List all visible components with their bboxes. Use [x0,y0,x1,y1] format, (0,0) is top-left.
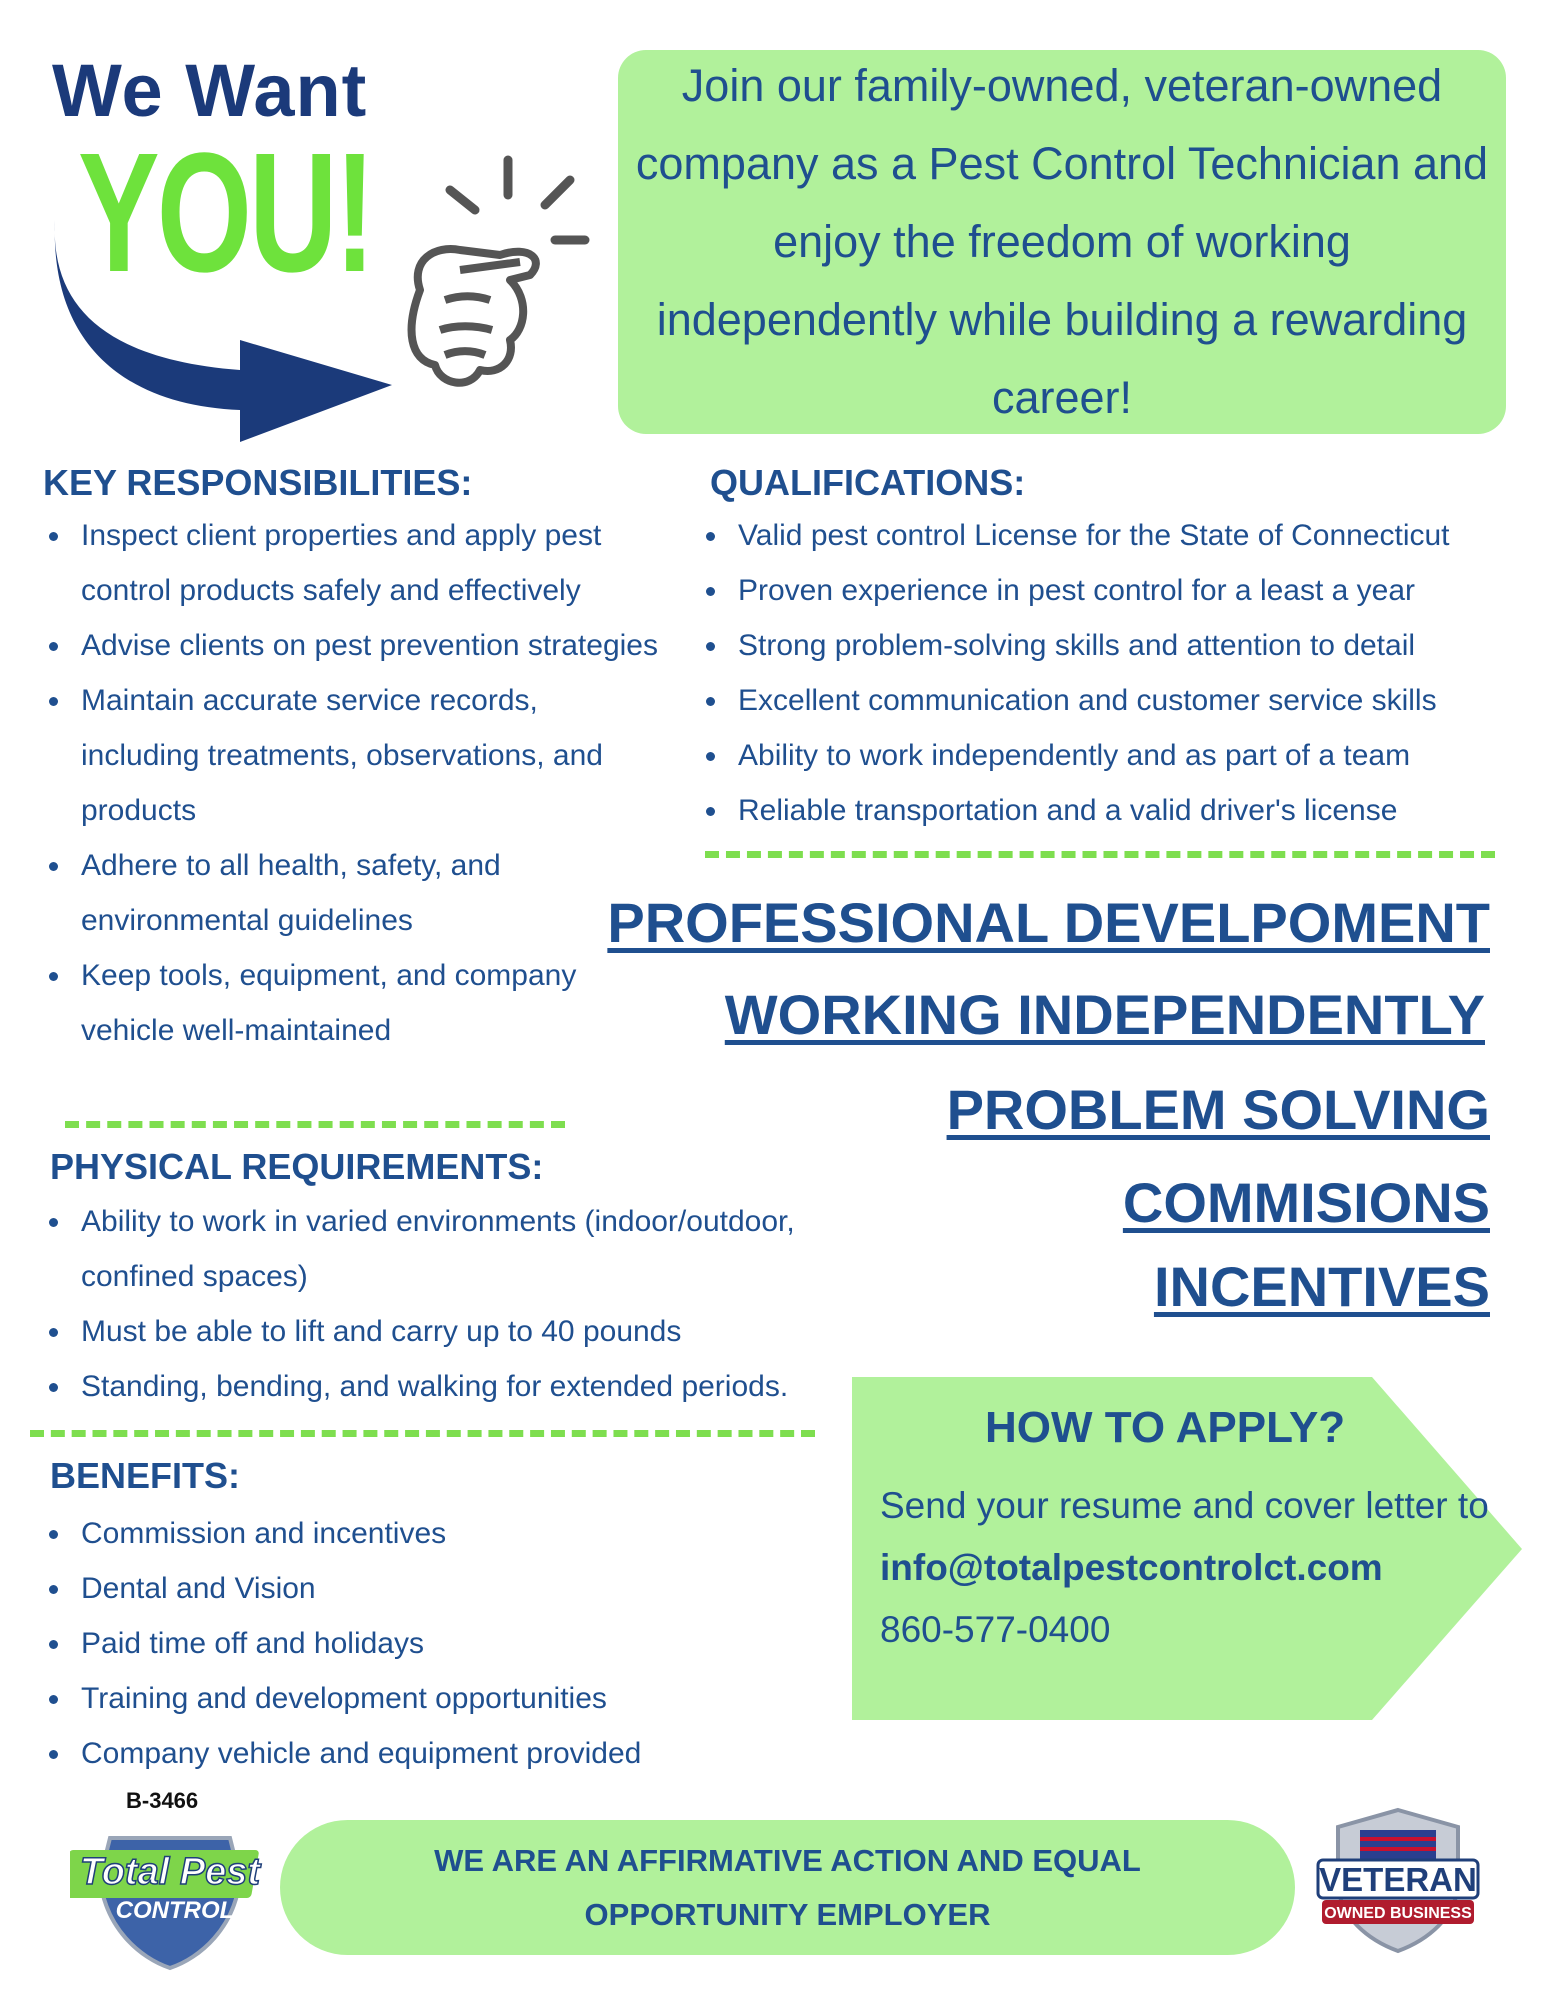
logo-text-total-pest: Total Pest [79,1851,261,1893]
highlight-incentives: INCENTIVES [1153,1255,1490,1318]
list-item: Proven experience in pest control for a least a year [700,563,1520,618]
list-item: Training and development opportunities [43,1671,803,1726]
physical-list [43,1194,883,1414]
list-item: Advise clients on pest prevention strategies [43,618,663,673]
total-pest-control-logo [70,1818,270,1973]
pointing-hand-icon [380,150,610,400]
divider [705,851,1495,858]
logo-text-owned-business: OWNED BUSINESS [1324,1905,1472,1922]
apply-phone-link[interactable]: 860-577-0400 [880,1609,1111,1650]
physical-title: PHYSICAL REQUIREMENTS: [50,1146,544,1187]
benefits-list [43,1506,803,1781]
highlight-problem-solving: PROBLEM SOLVING [946,1078,1490,1141]
curved-arrow-icon [50,220,410,450]
list-item: Standing, bending, and walking for extended periods. [43,1359,883,1414]
list-item: Inspect client properties and apply pest control products safely and effectively [43,508,663,618]
apply-title: HOW TO APPLY? [985,1403,1346,1452]
list-item: Ability to work in varied environments (indoor/outdoor, confined spaces) [43,1194,883,1304]
headline-we-want: We Want [52,49,368,132]
benefits-title: BENEFITS: [50,1455,241,1496]
list-item: Adhere to all health, safety, and environmental guidelines [43,838,663,948]
divider [30,1430,815,1437]
divider [65,1121,565,1128]
eeo-banner [280,1820,1295,1955]
list-item: Reliable transportation and a valid driver's license [700,783,1520,838]
highlight-working-independently: WORKING INDEPENDENTLY [724,983,1485,1046]
responsibilities-title: KEY RESPONSIBILITIES: [43,462,473,503]
eeo-line-1: WE ARE AN AFFIRMATIVE ACTION AND EQUAL [434,1842,1141,1878]
list-item: Dental and Vision [43,1561,803,1616]
headline-you: YOU! [78,118,373,308]
list-item: Strong problem-solving skills and attention to detail [700,618,1520,673]
list-item: Excellent communication and customer service skills [700,673,1520,728]
list-item: Company vehicle and equipment provided [43,1726,803,1781]
list-item: Commission and incentives [43,1506,803,1561]
list-item: Ability to work independently and as part of a team [700,728,1520,783]
qualifications-list [700,508,1520,838]
veteran-shield-icon [1308,1805,1488,1955]
highlight-professional-development: PROFESSIONAL DEVELPOMENT [607,891,1490,954]
intro-text: Join our family-owned, veteran-owned company as a Pest Control Technician and enjoy the freedom of working independently while building a rewarding career! [635,60,1489,423]
eeo-line-2: OPPORTUNITY EMPLOYER [584,1896,991,1932]
highlight-commissions: COMMISIONS [1122,1171,1490,1234]
apply-email-link[interactable]: info@totalpestcontrolct.com [880,1547,1383,1588]
list-item: Maintain accurate service records, including treatments, observations, and products [43,673,663,838]
list-item: Valid pest control License for the State of Connecticut [700,508,1520,563]
list-item: Paid time off and holidays [43,1616,803,1671]
license-number: B-3466 [126,1788,199,1813]
list-item: Keep tools, equipment, and company vehicle well-maintained [43,948,663,1058]
responsibilities-list [43,508,663,1058]
apply-instructions: Send your resume and cover letter to [880,1485,1489,1526]
logo-text-control: CONTROL [115,1897,235,1924]
logo-text-veteran: VETERAN [1319,1861,1477,1898]
list-item: Must be able to lift and carry up to 40 pounds [43,1304,883,1359]
intro-box [618,50,1506,434]
qualifications-title: QUALIFICATIONS: [710,462,1026,503]
